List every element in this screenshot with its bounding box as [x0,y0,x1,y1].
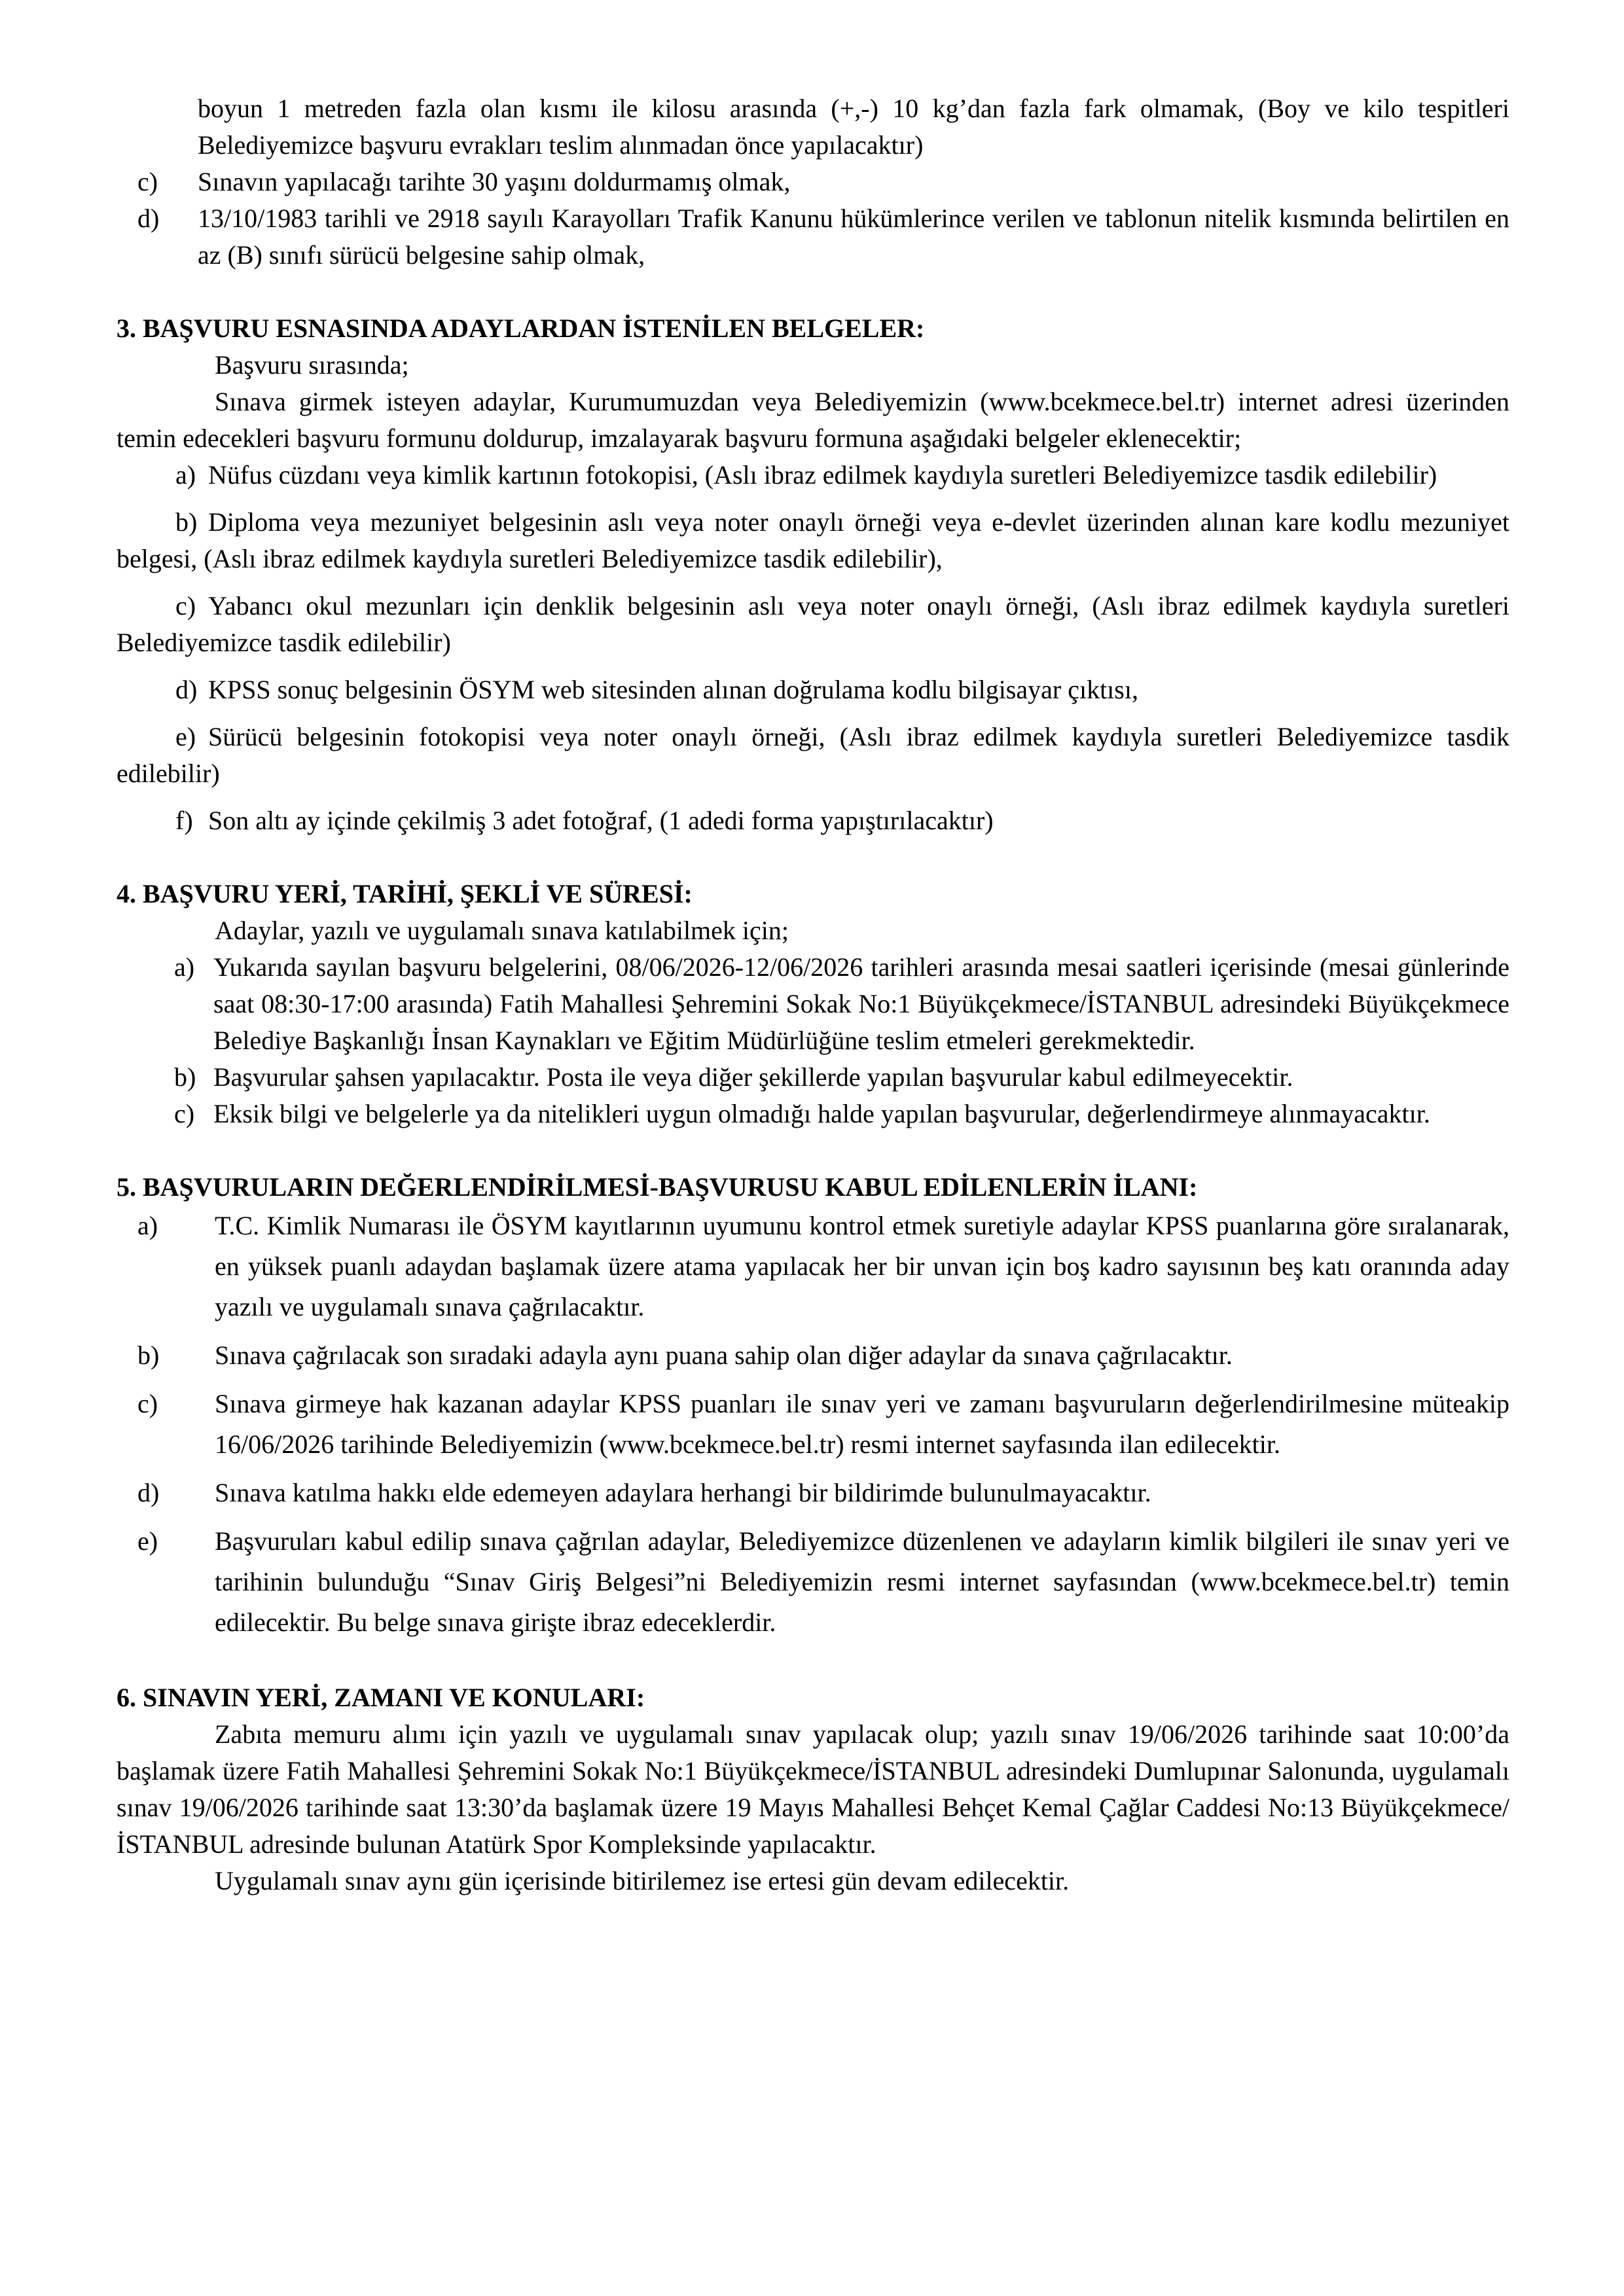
list-item-text: Son altı ay içinde çekilmiş 3 adet fotoğraf, (1 adedi forma yapıştırılacaktır) [208,806,994,835]
list-item-text: Sınava katılma hakkı elde edemeyen adaylara herhangi bir bildirimde bulunulmayacaktır. [215,1478,1151,1507]
document-item-f [117,802,1509,839]
document-item-a [117,457,1509,493]
section-3-intro: Başvuru sırasında; [215,350,409,380]
document-body [117,90,1509,1899]
list-marker: c) [137,167,158,196]
evaluation-item-c [117,1384,1509,1465]
list-item-text: Yabancı okul mezunları için denklik belgesinin aslı veya noter onaylı örneği, (Aslı ibraz edilmek kaydıyla suretleri Belediyemizce tasdik edilebilir) [117,591,1509,657]
section-5-heading: 5. BAŞVURULARIN DEĞERLENDİRİLMESİ-BAŞVURUSU KABUL EDİLENLERİN İLANI: [117,1172,1198,1202]
document-item-c [117,588,1509,661]
list-item-text: KPSS sonuç belgesinin ÖSYM web sitesinden alınan doğrulama kodlu bilgisayar çıktısı, [208,675,1138,704]
list-item-text: T.C. Kimlik Numarası ile ÖSYM kayıtlarının uyumunu kontrol etmek suretiyle adaylar KPSS puanlarına göre sıralanarak, en yüksek puanlı adaydan başlamak üzere atama yapılacak her bir unvan için boş kadro sayısının beş katı oranında aday yazılı ve uygulamalı sınava çağrılacaktır. [215,1211,1509,1321]
list-item-text: 13/10/1983 tarihli ve 2918 sayılı Karayolları Trafik Kanunu hükümlerince verilen ve tablonun nitelik kısmında belirtilen en az (B) sınıfı sürücü belgesine sahip olmak, [198,204,1509,270]
list-item-text: Nüfus cüzdanı veya kimlik kartının fotokopisi, (Aslı ibraz edilmek kaydıyla suretleri Belediyemizce tasdik edilebilir) [208,460,1437,490]
application-item-c [117,1096,1509,1132]
section-4-heading: 4. BAŞVURU YERİ, TARİHİ, ŞEKLİ VE SÜRESİ: [117,879,693,908]
requirement-b-continuation: boyun 1 metreden fazla olan kısmı ile kilosu arasında (+,-) 10 kg’dan fazla fark olmamak, (Boy ve kilo tespitleri Belediyemizce başvuru evrakları teslim alınmadan önce yapılacaktır) [198,94,1509,160]
section-4-intro: Adaylar, yazılı ve uygulamalı sınava katılabilmek için; [215,916,789,945]
list-marker: b) [137,1340,160,1370]
list-marker: a) [137,1211,158,1240]
section-3-heading: 3. BAŞVURU ESNASINDA ADAYLARDAN İSTENİLEN BELGELER: [117,314,925,343]
list-marker: e) [137,1526,158,1556]
list-item-text: Diploma veya mezuniyet belgesinin aslı veya noter onaylı örneği veya e-devlet üzerinden alınan kare kodlu mezuniyet belgesi, (Aslı ibraz edilmek kaydıyla suretleri Belediyemizce tasdik edilebilir), [117,507,1509,573]
evaluation-item-b [117,1335,1509,1376]
list-item-text: Yukarıda sayılan başvuru belgelerini, 08/06/2026-12/06/2026 tarihleri arasında mesai saatleri içerisinde (mesai günlerinde saat 08:30-17:00 arasında) Fatih Mahallesi Şehremini Sokak No:1 Büyükçekmece/İSTANBUL adresindeki Büyükçekmece Belediye Başkanlığı İnsan Kaynakları ve Eğitim Müdürlüğüne teslim etmeleri gerekmektedir. [213,952,1509,1055]
list-marker: c) [174,1099,195,1128]
list-marker: d) [175,675,198,704]
section-3-paragraph: Sınava girmek isteyen adaylar, Kurumumuzdan veya Belediyemizin (www.bcekmece.bel.tr) internet adresi üzerinden temin edecekleri başvuru formunu doldurup, imzalayarak başvuru formuna aşağıdaki belgeler eklenecektir; [117,387,1509,453]
list-marker: a) [175,460,196,490]
list-item-text: Sürücü belgesinin fotokopisi veya noter onaylı örneği, (Aslı ibraz edilmek kaydıyla suretleri Belediyemizce tasdik edilebilir) [117,722,1509,788]
list-item-text: Sınava girmeye hak kazanan adaylar KPSS puanları ile sınav yeri ve zamanı başvuruların değerlendirilmesine müteakip 16/06/2026 tarihinde Belediyemizin (www.bcekmece.bel.tr) resmi internet sayfasında ilan edilecektir. [215,1389,1509,1459]
evaluation-item-e [117,1521,1509,1643]
list-item-text: Sınava çağrılacak son sıradaki adayla aynı puana sahip olan diğer adaylar da sınava çağrılacaktır. [215,1340,1233,1370]
application-item-a [117,949,1509,1059]
list-marker: f) [175,806,193,835]
list-marker: a) [174,952,195,982]
requirement-c [117,164,1509,200]
application-item-b [117,1059,1509,1096]
list-marker: e) [175,722,196,751]
list-marker: b) [175,507,198,537]
section-6-note: Uygulamalı sınav aynı gün içerisinde bitirilemez ise ertesi gün devam edilecektir. [215,1866,1070,1895]
document-item-e [117,719,1509,792]
list-marker: d) [137,204,160,233]
evaluation-item-d [117,1473,1509,1513]
list-item-text: Başvurular şahsen yapılacaktır. Posta ile veya diğer şekillerde yapılan başvurular kabul edilmeyecektir. [213,1062,1293,1092]
document-item-b [117,504,1509,577]
evaluation-item-a [117,1206,1509,1327]
document-item-d [117,672,1509,708]
list-item-text: Başvuruları kabul edilip sınava çağrılan adaylar, Belediyemizce düzenlenen ve adayların kimlik bilgileri ile sınav yeri ve tarihinin bulunduğu “Sınav Giriş Belgesi”ni Belediyemizin resmi internet sayfasından (www.bcekmece.bel.tr) temin edilecektir. Bu belge sınava girişte ibraz edeceklerdir. [215,1526,1509,1637]
list-marker: b) [174,1062,196,1092]
list-item-text: Eksik bilgi ve belgelerle ya da nitelikleri uygun olmadığı halde yapılan başvurular, değerlendirmeye alınmayacaktır. [213,1099,1430,1128]
requirement-d [117,200,1509,274]
list-marker: d) [137,1478,160,1507]
list-item-text: Sınavın yapılacağı tarihte 30 yaşını doldurmamış olmak, [198,167,791,196]
list-marker: c) [137,1389,158,1418]
section-6-heading: 6. SINAVIN YERİ, ZAMANI VE KONULARI: [117,1683,645,1712]
list-marker: c) [175,591,196,620]
section-6-paragraph: Zabıta memuru alımı için yazılı ve uygulamalı sınav yapılacak olup; yazılı sınav 19/06/2026 tarihinde saat 10:00’da başlamak üzere Fatih Mahallesi Şehremini Sokak No:1 Büyükçekmece/İSTANBUL adresindeki Dumlupınar Salonunda, uygulamalı sınav 19/06/2026 tarihinde saat 13:30’da başlamak üzere 19 Mayıs Mahallesi Behçet Kemal Çağlar Caddesi No:13 Büyükçekmece/İSTANBUL adresinde bulunan Atatürk Spor Kompleksinde yapılacaktır. [117,1719,1509,1859]
